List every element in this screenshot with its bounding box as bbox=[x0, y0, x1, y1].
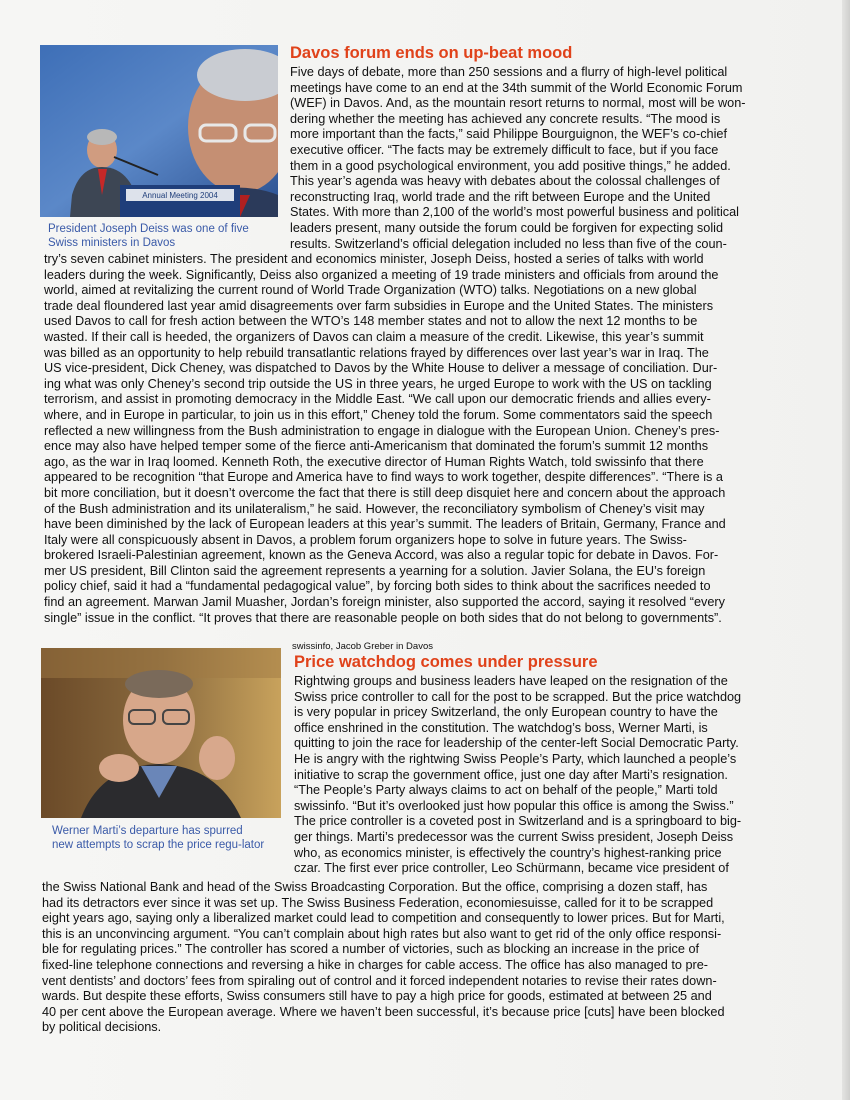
article2-body-wrap bbox=[294, 674, 791, 877]
body-line: ger things. Marti’s predecessor was the current Swiss president, Joseph Deiss bbox=[294, 829, 734, 844]
body-line: find an agreement. Marwan Jamil Muasher, Jordan’s foreign minister, also supported the accord, saying it resolved “every bbox=[44, 595, 725, 610]
article2-title: Price watchdog comes under pressure bbox=[294, 653, 598, 671]
article1-body-full bbox=[44, 252, 790, 626]
podium-sign: Annual Meeting 2004 bbox=[142, 191, 218, 200]
body-line: this is an unconvincing argument. “You can’t complain about high rates but also want to get rid of the only office responsi- bbox=[42, 926, 722, 941]
body-line: US vice-president, Dick Cheney, was dispatched to Davos by the White House to deliver a message of conciliation. Dur- bbox=[44, 361, 718, 376]
body-line: 40 per cent above the European average. Where we haven’t been successful, it’s because price [cuts] have been blocked bbox=[42, 1004, 725, 1019]
body-line: brokered Israeli-Palestinian agreement, known as the Geneva Accord, was also a regular topic for debate in Davos. For- bbox=[44, 548, 719, 563]
body-line: trade deal floundered last year amid disagreements over farm subsidies in Europe and the United States. The ministers bbox=[44, 298, 714, 313]
body-line: Rightwing groups and business leaders have leaped on the resignation of the bbox=[294, 674, 728, 688]
body-line: quitting to join the race for leadership of the center-left Social Democratic Party. bbox=[294, 736, 739, 751]
article1-title: Davos forum ends on up-beat mood bbox=[290, 44, 573, 62]
body-line: fixed-line telephone connections and reversing a hike in charges for cable access. The office has also managed to pre- bbox=[42, 957, 709, 972]
body-line: single” issue in the conflict. “It proves that there are reasonable people on both sides that do not belong to governments”. bbox=[44, 610, 722, 625]
deiss-photo-caption: President Joseph Deiss was one of five Swiss ministers in Davos bbox=[48, 223, 249, 249]
body-line: ence may also have helped temper some of the fierce anti-Americanism that dominated the forum’s summit 12 months bbox=[44, 439, 709, 454]
marti-photo-caption: Werner Marti’s departure has spurred new attempts to scrap the price regu-lator bbox=[52, 825, 265, 851]
body-line: ble for regulating prices.” The controller has scored a number of victories, such as blocking an increase in the price of bbox=[42, 942, 700, 957]
body-line: was billed as an opportunity to help rebuild transatlantic relations frayed by differences over last year’s war in Iraq. The bbox=[44, 345, 709, 360]
deiss-photo-image bbox=[40, 45, 278, 217]
marti-photo bbox=[41, 648, 281, 818]
body-line: meetings have come to an end at the 34th summit of the World Economic Forum bbox=[290, 80, 743, 95]
body-line: more important than the facts,” said Philippe Bourguignon, the WEF’s co-chief bbox=[290, 127, 727, 142]
body-line: He is angry with the rightwing Swiss People’s Party, which launched a people’s bbox=[294, 751, 737, 766]
body-line: Italy were all conspicuously absent in Davos, a problem forum organizers hope to solve in future years. The Swiss- bbox=[44, 532, 687, 547]
body-line: swissinfo. “But it’s overlooked just how popular this office is among the Swiss.” bbox=[294, 798, 734, 813]
body-line: results. Switzerland’s official delegation included no less than five of the coun- bbox=[290, 236, 727, 251]
body-line: reflected a new willingness from the Bush administration to engage in dialogue with the European Union. Cheney’s pres- bbox=[44, 423, 720, 438]
body-line: eight years ago, saying only a liberalized market could lead to competition and consequently to lower prices. But for Marti, bbox=[42, 911, 725, 926]
body-line: executive officer. “The facts may be extremely difficult to face, but if you face bbox=[290, 142, 719, 157]
body-line: office enshrined in the constitution. The watchdog’s boss, Werner Marti, is bbox=[294, 720, 708, 735]
body-line: the Swiss National Bank and head of the Swiss Broadcasting Corporation. But the office, comprising a dozen staff, has bbox=[42, 880, 708, 894]
body-line: vent dentists’ and doctors’ fees from spiraling out of control and it forced independent notaries to revise their rates down- bbox=[42, 973, 717, 988]
body-line: Five days of debate, more than 250 sessions and a flurry of high-level political bbox=[290, 65, 728, 79]
body-line: terrorism, and assist in promoting democracy in the Middle East. “We call upon our democratic friends and allies every- bbox=[44, 392, 711, 407]
body-line: wasted. If their call is heeded, the organizers of Davos can claim a measure of the credit. Likewise, this year’s summit bbox=[44, 329, 704, 344]
body-line: Swiss price controller to call for the post to be scrapped. But the price watchdog bbox=[294, 689, 742, 704]
body-line: by political decisions. bbox=[42, 1020, 162, 1035]
body-line: mer US president, Bill Clinton said the agreement represents a yearning for a solution. Javier Solana, the EU’s foreign bbox=[44, 563, 706, 578]
article1-credit: swissinfo, Jacob Greber in Davos bbox=[292, 641, 433, 652]
body-line: (WEF) in Davos. And, as the mountain resort returns to normal, most will be won- bbox=[290, 96, 746, 111]
body-line: policy chief, said it had a “fundamental pedagogical value”, by forcing both sides to think about the sacrifices needed to bbox=[44, 579, 711, 594]
body-line: wards. But despite these efforts, Swiss consumers still have to pay a high price for goods, estimated at between 25 and bbox=[42, 989, 712, 1004]
body-line: ing what was only Cheney’s second trip outside the US in three years, he urged Europe to work with the US on tackling bbox=[44, 376, 712, 391]
body-line: have been diminished by the lack of European leaders at this year’s summit. The leaders of Britain, Germany, France and bbox=[44, 517, 726, 532]
article1-body-wrap bbox=[290, 65, 790, 252]
body-line: initiative to scrap the government office, just one day after Marti’s resignation. bbox=[294, 767, 728, 782]
marti-photo-image bbox=[41, 648, 281, 818]
body-line: This year’s agenda was heavy with debates about the colossal challenges of bbox=[290, 174, 720, 189]
body-line: is very popular in pricey Switzerland, the only European country to have the bbox=[294, 705, 718, 720]
body-line: leaders present, many outside the forum could be forgiven for expecting solid bbox=[290, 220, 724, 235]
body-line: where, and in Europe in particular, to join us in this effort,” Cheney told the forum. Some commentators said the speech bbox=[44, 407, 713, 422]
body-line: bit more conciliation, but it doesn’t overcome the fact that there is still deep disquiet here and concern about the approach bbox=[44, 485, 726, 500]
body-line: appeared to be recognition “that Europe and America have to find ways to work together, despite differences”. “There is a bbox=[44, 470, 723, 485]
article2-body-full bbox=[42, 880, 792, 1036]
page-edge bbox=[842, 0, 850, 1100]
deiss-photo bbox=[40, 45, 278, 217]
body-line: dering whether the meeting has achieved any concrete results. “The mood is bbox=[290, 111, 721, 126]
body-line: ago, as the war in Iraq loomed. Kenneth Roth, the executive director of Human Rights Watch, told swissinfo that there bbox=[44, 454, 704, 469]
body-line: world, aimed at revitalizing the current round of World Trade Organization (WTO) talks. Negotiations on a new global bbox=[44, 283, 697, 298]
body-line: them in a good psychological environment, you add positive things,” he added. bbox=[290, 158, 731, 173]
body-line: used Davos to call for fresh action between the WTO’s 148 member states and not to allow the next 12 months to be bbox=[44, 314, 698, 329]
body-line: try’s seven cabinet ministers. The president and economics minister, Joseph Deiss, hosted a series of talks with world bbox=[44, 252, 704, 266]
body-line: of the Bush administration and its unilateralism,” he said. However, the reconciliatory symbolism of Cheney’s visit may bbox=[44, 501, 705, 516]
body-line: leaders during the week. Significantly, Deiss also organized a meeting of 19 trade ministers and officials from around the bbox=[44, 267, 719, 282]
body-line: The price controller is a coveted post in Switzerland and is a springboard to big- bbox=[294, 814, 742, 829]
body-line: who, as economics minister, is effectively the country’s highest-ranking price bbox=[294, 845, 722, 860]
body-line: reconstructing Iraq, world trade and the rift between Europe and the United bbox=[290, 189, 711, 204]
body-line: States. With more than 2,100 of the world’s most powerful business and political bbox=[290, 205, 739, 220]
body-line: “The People’s Party always claims to act on behalf of the people,” Marti told bbox=[294, 783, 718, 798]
body-line: czar. The first ever price controller, Leo Schürmann, became vice president of bbox=[294, 861, 729, 876]
body-line: had its detractors ever since it was set up. The Swiss Business Federation, economiesuisse, called for it to be scrapped bbox=[42, 895, 714, 910]
